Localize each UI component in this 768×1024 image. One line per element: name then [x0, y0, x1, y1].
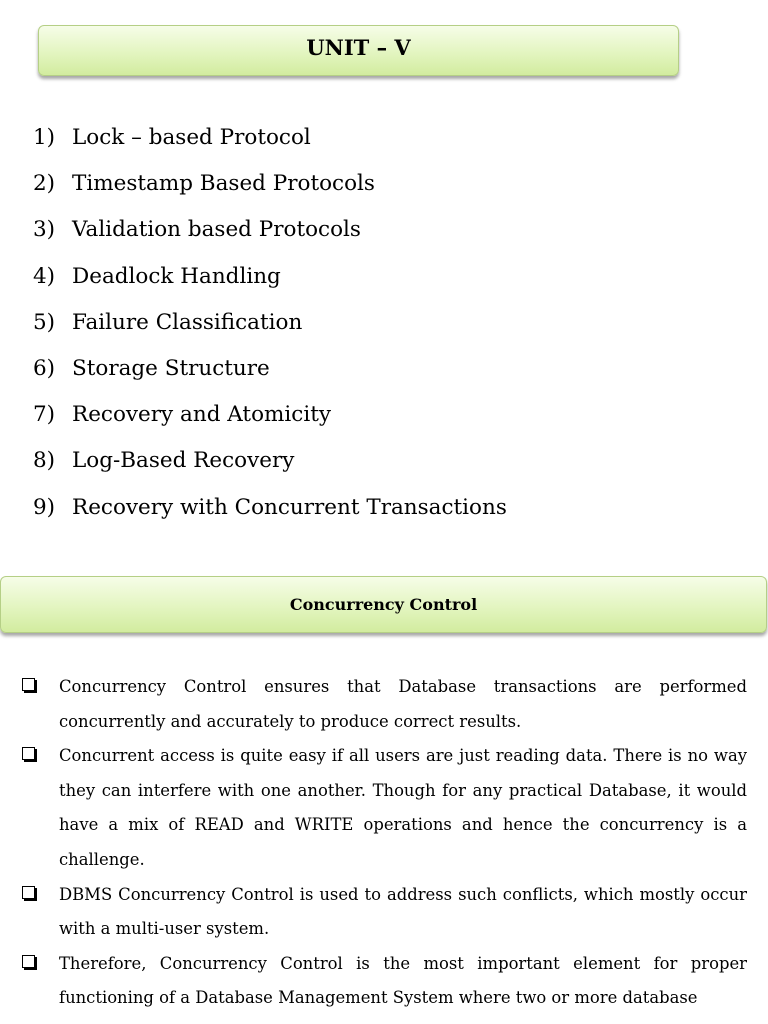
topic-text: Timestamp Based Protocols	[72, 171, 375, 197]
topic-text: Storage Structure	[72, 355, 270, 381]
topic-text: Recovery with Concurrent Transactions	[72, 494, 507, 520]
bullet-item	[0, 878, 768, 947]
topic-number: 6)	[33, 355, 56, 381]
topic-text: Log-Based Recovery	[72, 448, 295, 474]
topic-item	[0, 485, 768, 531]
topic-number: 3)	[33, 217, 56, 243]
bullet-item	[0, 670, 768, 739]
topic-number: 4)	[33, 263, 56, 289]
topic-number: 2)	[33, 171, 56, 197]
topic-item	[0, 392, 768, 438]
topic-text: Lock – based Protocol	[72, 125, 311, 150]
section-title-banner	[0, 576, 767, 633]
bullet-text: Concurrency Control ensures that Database transactions are performed concurrently and accurately to produce correct results.	[59, 677, 747, 731]
bullet-text: Therefore, Concurrency Control is the most important element for proper functioning of a Database Management System where two or more database	[59, 953, 747, 1008]
topic-item	[0, 254, 768, 300]
topic-text: Validation based Protocols	[72, 217, 361, 243]
topic-item	[0, 161, 768, 207]
topic-number: 8)	[33, 448, 56, 474]
topic-list	[0, 115, 768, 531]
topic-item	[0, 438, 768, 484]
bullet-text: Concurrent access is quite easy if all users are just reading data. There is no way they can interfere with one another. Though for any practical Database, it would have a mix of READ and WRITE operations and hence the concurrency is a challenge.	[59, 746, 747, 869]
topic-number: 9)	[33, 494, 56, 520]
square-bullet-icon	[22, 886, 35, 899]
topic-number: 5)	[33, 309, 56, 335]
square-bullet-icon	[22, 678, 35, 691]
topic-number: 7)	[33, 402, 56, 428]
topic-text: Failure Classification	[72, 309, 303, 335]
topic-text: Recovery and Atomicity	[72, 402, 331, 428]
topic-item	[0, 346, 768, 392]
topic-item	[0, 207, 768, 253]
unit-title: UNIT – V	[306, 35, 411, 60]
square-bullet-icon	[22, 747, 35, 760]
bullet-text: DBMS Concurrency Control is used to address such conflicts, which mostly occur with a multi-user system.	[59, 884, 747, 939]
bullet-list	[0, 670, 768, 1016]
bullet-item	[0, 739, 768, 877]
bullet-item	[0, 947, 768, 1016]
topic-item	[0, 115, 768, 161]
square-bullet-icon	[22, 955, 35, 968]
unit-title-banner	[38, 25, 679, 76]
topic-number: 1)	[33, 125, 56, 150]
topic-item	[0, 300, 768, 346]
topic-text: Deadlock Handling	[72, 263, 281, 289]
section-title: Concurrency Control	[289, 595, 478, 614]
